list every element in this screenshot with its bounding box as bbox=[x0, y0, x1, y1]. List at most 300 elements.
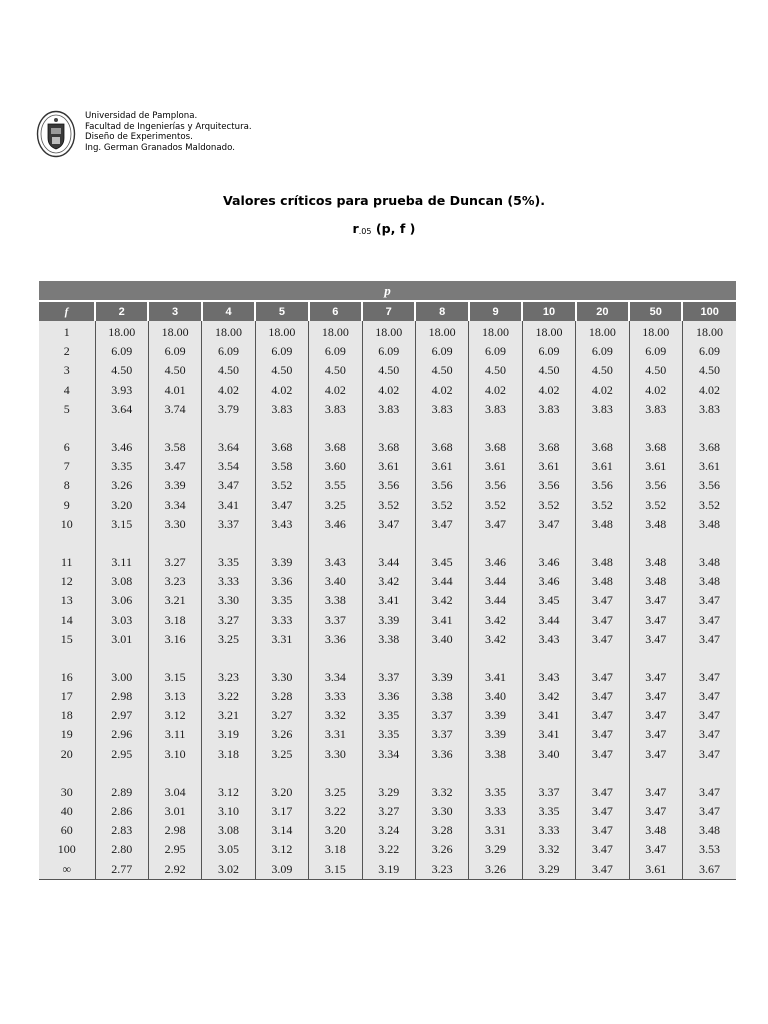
critical-value-cell: 3.47 bbox=[148, 457, 201, 476]
critical-value-cell: 3.39 bbox=[469, 725, 522, 744]
critical-value-cell: 6.09 bbox=[148, 342, 201, 361]
critical-value-cell: 3.48 bbox=[629, 515, 682, 534]
critical-value-cell: 4.02 bbox=[629, 381, 682, 400]
critical-value-cell: 3.47 bbox=[522, 515, 575, 534]
critical-value-cell: 3.35 bbox=[202, 553, 255, 572]
critical-value-cell: 3.56 bbox=[469, 476, 522, 495]
critical-value-cell: 3.47 bbox=[682, 783, 736, 802]
spacer-cell bbox=[309, 764, 362, 783]
spacer-cell bbox=[629, 534, 682, 553]
critical-value-cell: 3.68 bbox=[362, 438, 415, 457]
critical-value-cell: 4.02 bbox=[576, 381, 629, 400]
critical-value-cell: 3.41 bbox=[522, 725, 575, 744]
spacer-cell bbox=[255, 649, 308, 668]
critical-value-cell: 3.15 bbox=[95, 515, 148, 534]
critical-value-cell: 4.01 bbox=[148, 381, 201, 400]
critical-value-cell: 3.83 bbox=[629, 400, 682, 419]
critical-value-cell: 3.47 bbox=[576, 802, 629, 821]
degrees-of-freedom-cell: 30 bbox=[39, 783, 95, 802]
critical-value-cell: 3.47 bbox=[629, 668, 682, 687]
table-row bbox=[39, 515, 736, 534]
critical-value-cell: 2.80 bbox=[95, 840, 148, 859]
critical-value-cell: 3.44 bbox=[522, 610, 575, 629]
critical-value-cell: 3.22 bbox=[362, 840, 415, 859]
critical-value-cell: 2.86 bbox=[95, 802, 148, 821]
critical-value-cell: 6.09 bbox=[576, 342, 629, 361]
critical-value-cell: 3.47 bbox=[629, 630, 682, 649]
column-header-p: 4 bbox=[202, 302, 255, 321]
spacer-cell bbox=[255, 419, 308, 438]
critical-value-cell: 3.68 bbox=[629, 438, 682, 457]
spacer-cell bbox=[202, 534, 255, 553]
table-row bbox=[39, 591, 736, 610]
critical-value-cell: 3.41 bbox=[362, 591, 415, 610]
critical-value-cell: 3.34 bbox=[309, 668, 362, 687]
spacer-cell bbox=[39, 649, 95, 668]
spacer-cell bbox=[415, 649, 468, 668]
degrees-of-freedom-cell: 6 bbox=[39, 438, 95, 457]
critical-value-cell: 3.47 bbox=[576, 783, 629, 802]
spacer-cell bbox=[95, 649, 148, 668]
spacer-cell bbox=[95, 534, 148, 553]
critical-value-cell: 3.52 bbox=[522, 496, 575, 515]
critical-value-cell: 3.47 bbox=[469, 515, 522, 534]
subtitle-subscript: .05 bbox=[358, 227, 372, 236]
page-subtitle bbox=[0, 221, 768, 236]
critical-value-cell: 3.52 bbox=[629, 496, 682, 515]
critical-value-cell: 3.43 bbox=[522, 668, 575, 687]
critical-value-cell: 3.56 bbox=[522, 476, 575, 495]
table-row bbox=[39, 342, 736, 361]
critical-value-cell: 3.12 bbox=[255, 840, 308, 859]
column-header-p: 50 bbox=[629, 302, 682, 321]
critical-value-cell: 3.08 bbox=[202, 821, 255, 840]
column-header-p: 5 bbox=[255, 302, 308, 321]
critical-value-cell: 3.61 bbox=[522, 457, 575, 476]
critical-value-cell: 3.08 bbox=[95, 572, 148, 591]
critical-value-cell: 3.44 bbox=[469, 572, 522, 591]
faculty-name: Facultad de Ingenierías y Arquitectura. bbox=[85, 121, 252, 132]
spacer-cell bbox=[362, 419, 415, 438]
critical-value-cell: 3.42 bbox=[522, 687, 575, 706]
critical-value-cell: 3.52 bbox=[415, 496, 468, 515]
critical-value-cell: 3.60 bbox=[309, 457, 362, 476]
course-name: Diseño de Experimentos. bbox=[85, 132, 193, 143]
spacer-cell bbox=[576, 419, 629, 438]
critical-value-cell: 3.29 bbox=[362, 783, 415, 802]
critical-value-cell: 3.48 bbox=[576, 553, 629, 572]
critical-value-cell: 4.50 bbox=[522, 361, 575, 380]
critical-value-cell: 3.33 bbox=[202, 572, 255, 591]
table-row bbox=[39, 381, 736, 400]
table-row bbox=[39, 476, 736, 495]
table-row bbox=[39, 572, 736, 591]
critical-value-cell: 6.09 bbox=[469, 342, 522, 361]
spacer-cell bbox=[629, 649, 682, 668]
critical-value-cell: 3.47 bbox=[682, 630, 736, 649]
critical-value-cell: 3.68 bbox=[255, 438, 308, 457]
critical-value-cell: 3.46 bbox=[95, 438, 148, 457]
critical-value-cell: 6.09 bbox=[309, 342, 362, 361]
spacer-cell bbox=[682, 534, 736, 553]
critical-value-cell: 3.43 bbox=[309, 553, 362, 572]
critical-value-cell: 3.61 bbox=[469, 457, 522, 476]
critical-value-cell: 3.34 bbox=[148, 496, 201, 515]
university-seal-icon bbox=[36, 110, 76, 158]
spacer-cell bbox=[255, 534, 308, 553]
critical-value-cell: 3.28 bbox=[415, 821, 468, 840]
spacer-cell bbox=[309, 649, 362, 668]
column-header-p: 3 bbox=[148, 302, 201, 321]
critical-value-cell: 3.47 bbox=[629, 591, 682, 610]
critical-value-cell: 3.15 bbox=[309, 860, 362, 880]
critical-value-cell: 3.11 bbox=[95, 553, 148, 572]
spacer-cell bbox=[522, 764, 575, 783]
critical-value-cell: 3.74 bbox=[148, 400, 201, 419]
critical-value-cell: 3.30 bbox=[415, 802, 468, 821]
critical-value-cell: 3.47 bbox=[576, 630, 629, 649]
spacer-cell bbox=[469, 764, 522, 783]
critical-value-cell: 3.56 bbox=[576, 476, 629, 495]
critical-value-cell: 2.89 bbox=[95, 783, 148, 802]
spacer-cell bbox=[469, 649, 522, 668]
spacer-cell bbox=[202, 764, 255, 783]
critical-value-cell: 18.00 bbox=[362, 321, 415, 342]
critical-value-cell: 4.02 bbox=[202, 381, 255, 400]
degrees-of-freedom-cell: 13 bbox=[39, 591, 95, 610]
critical-value-cell: 3.24 bbox=[362, 821, 415, 840]
table-row bbox=[39, 438, 736, 457]
critical-value-cell: 3.47 bbox=[629, 706, 682, 725]
degrees-of-freedom-cell: 15 bbox=[39, 630, 95, 649]
column-header-p: 10 bbox=[522, 302, 575, 321]
critical-value-cell: 2.83 bbox=[95, 821, 148, 840]
table-row bbox=[39, 745, 736, 764]
critical-value-cell: 3.93 bbox=[95, 381, 148, 400]
critical-value-cell: 3.46 bbox=[522, 553, 575, 572]
critical-value-cell: 3.36 bbox=[255, 572, 308, 591]
critical-value-cell: 4.50 bbox=[629, 361, 682, 380]
critical-value-cell: 3.48 bbox=[682, 515, 736, 534]
critical-value-cell: 3.83 bbox=[682, 400, 736, 419]
critical-value-cell: 3.41 bbox=[469, 668, 522, 687]
critical-value-cell: 3.47 bbox=[576, 610, 629, 629]
critical-value-cell: 4.02 bbox=[415, 381, 468, 400]
critical-value-cell: 3.25 bbox=[202, 630, 255, 649]
critical-value-cell: 3.05 bbox=[202, 840, 255, 859]
critical-value-cell: 3.25 bbox=[309, 496, 362, 515]
spacer-cell bbox=[415, 419, 468, 438]
critical-value-cell: 3.83 bbox=[415, 400, 468, 419]
critical-value-cell: 3.20 bbox=[309, 821, 362, 840]
critical-value-cell: 3.52 bbox=[362, 496, 415, 515]
critical-value-cell: 6.09 bbox=[255, 342, 308, 361]
critical-value-cell: 3.12 bbox=[202, 783, 255, 802]
critical-value-cell: 18.00 bbox=[309, 321, 362, 342]
table-row bbox=[39, 860, 736, 880]
critical-value-cell: 2.97 bbox=[95, 706, 148, 725]
critical-value-cell: 3.47 bbox=[576, 706, 629, 725]
degrees-of-freedom-cell: 20 bbox=[39, 745, 95, 764]
critical-value-cell: 3.52 bbox=[682, 496, 736, 515]
critical-value-cell: 3.27 bbox=[362, 802, 415, 821]
critical-value-cell: 3.61 bbox=[362, 457, 415, 476]
table-row bbox=[39, 553, 736, 572]
critical-value-cell: 3.47 bbox=[576, 745, 629, 764]
critical-value-cell: 3.45 bbox=[415, 553, 468, 572]
critical-value-cell: 2.95 bbox=[148, 840, 201, 859]
critical-value-cell: 3.01 bbox=[95, 630, 148, 649]
subtitle-params: (p, f ) bbox=[371, 221, 416, 236]
critical-value-cell: 3.42 bbox=[469, 610, 522, 629]
critical-value-cell: 3.56 bbox=[415, 476, 468, 495]
critical-value-cell: 3.33 bbox=[309, 687, 362, 706]
degrees-of-freedom-cell: 7 bbox=[39, 457, 95, 476]
critical-value-cell: 3.48 bbox=[629, 821, 682, 840]
critical-value-cell: 3.36 bbox=[309, 630, 362, 649]
critical-value-cell: 3.83 bbox=[522, 400, 575, 419]
institution-info bbox=[85, 111, 252, 153]
critical-value-cell: 3.43 bbox=[255, 515, 308, 534]
critical-value-cell: 3.22 bbox=[202, 687, 255, 706]
critical-value-cell: 18.00 bbox=[202, 321, 255, 342]
critical-value-cell: 18.00 bbox=[255, 321, 308, 342]
critical-value-cell: 3.23 bbox=[202, 668, 255, 687]
critical-value-cell: 3.00 bbox=[95, 668, 148, 687]
critical-value-cell: 2.98 bbox=[148, 821, 201, 840]
critical-value-cell: 3.41 bbox=[522, 706, 575, 725]
instructor-name: Ing. German Granados Maldonado. bbox=[85, 142, 235, 153]
critical-value-cell: 3.09 bbox=[255, 860, 308, 880]
spacer-cell bbox=[95, 764, 148, 783]
critical-value-cell: 3.48 bbox=[629, 572, 682, 591]
critical-value-cell: 3.19 bbox=[362, 860, 415, 880]
critical-value-cell: 3.04 bbox=[148, 783, 201, 802]
critical-value-cell: 3.61 bbox=[415, 457, 468, 476]
critical-value-cell: 18.00 bbox=[95, 321, 148, 342]
critical-value-cell: 3.33 bbox=[255, 610, 308, 629]
spacer-cell bbox=[682, 764, 736, 783]
critical-value-cell: 3.39 bbox=[362, 610, 415, 629]
critical-value-cell: 4.50 bbox=[309, 361, 362, 380]
table-header-row bbox=[39, 302, 736, 321]
critical-value-cell: 3.47 bbox=[629, 783, 682, 802]
critical-value-cell: 3.31 bbox=[469, 821, 522, 840]
spacer-cell bbox=[202, 419, 255, 438]
table-row bbox=[39, 725, 736, 744]
critical-value-cell: 3.37 bbox=[415, 706, 468, 725]
critical-value-cell: 3.47 bbox=[576, 668, 629, 687]
spacer-cell bbox=[469, 419, 522, 438]
spacer-cell bbox=[202, 649, 255, 668]
critical-value-cell: 3.37 bbox=[362, 668, 415, 687]
subtitle-r: r bbox=[352, 221, 359, 236]
critical-value-cell: 3.56 bbox=[362, 476, 415, 495]
critical-value-cell: 3.46 bbox=[522, 572, 575, 591]
spacer-cell bbox=[255, 764, 308, 783]
critical-value-cell: 3.56 bbox=[682, 476, 736, 495]
critical-value-cell: 4.02 bbox=[255, 381, 308, 400]
critical-value-cell: 3.40 bbox=[415, 630, 468, 649]
critical-value-cell: 6.09 bbox=[95, 342, 148, 361]
critical-value-cell: 3.38 bbox=[309, 591, 362, 610]
degrees-of-freedom-cell: 8 bbox=[39, 476, 95, 495]
critical-value-cell: 4.50 bbox=[469, 361, 522, 380]
critical-value-cell: 3.47 bbox=[629, 840, 682, 859]
table-row bbox=[39, 668, 736, 687]
p-group-header: p bbox=[39, 281, 736, 302]
critical-value-cell: 3.03 bbox=[95, 610, 148, 629]
critical-value-cell: 3.25 bbox=[255, 745, 308, 764]
critical-value-cell: 3.45 bbox=[522, 591, 575, 610]
spacer-cell bbox=[415, 764, 468, 783]
degrees-of-freedom-cell: 14 bbox=[39, 610, 95, 629]
critical-value-cell: 2.77 bbox=[95, 860, 148, 880]
critical-value-cell: 3.83 bbox=[576, 400, 629, 419]
critical-value-cell: 3.47 bbox=[629, 610, 682, 629]
critical-value-cell: 3.47 bbox=[682, 706, 736, 725]
critical-value-cell: 4.50 bbox=[202, 361, 255, 380]
critical-value-cell: 3.10 bbox=[202, 802, 255, 821]
critical-value-cell: 6.09 bbox=[202, 342, 255, 361]
critical-value-cell: 18.00 bbox=[522, 321, 575, 342]
spacer-cell bbox=[522, 419, 575, 438]
critical-value-cell: 3.68 bbox=[522, 438, 575, 457]
critical-value-cell: 3.83 bbox=[309, 400, 362, 419]
group-spacer-row bbox=[39, 649, 736, 668]
column-header-p: 7 bbox=[362, 302, 415, 321]
degrees-of-freedom-cell: 2 bbox=[39, 342, 95, 361]
critical-value-cell: 3.47 bbox=[682, 610, 736, 629]
critical-value-cell: 3.47 bbox=[576, 725, 629, 744]
critical-value-cell: 3.35 bbox=[362, 725, 415, 744]
group-spacer-row bbox=[39, 419, 736, 438]
table-row bbox=[39, 610, 736, 629]
critical-value-cell: 3.40 bbox=[309, 572, 362, 591]
critical-value-cell: 6.09 bbox=[522, 342, 575, 361]
critical-value-cell: 3.20 bbox=[95, 496, 148, 515]
critical-value-cell: 3.67 bbox=[682, 860, 736, 880]
critical-value-cell: 3.18 bbox=[202, 745, 255, 764]
group-spacer-row bbox=[39, 534, 736, 553]
critical-value-cell: 3.47 bbox=[682, 802, 736, 821]
critical-value-cell: 3.20 bbox=[255, 783, 308, 802]
critical-value-cell: 3.47 bbox=[682, 591, 736, 610]
degrees-of-freedom-cell: 40 bbox=[39, 802, 95, 821]
critical-value-cell: 4.50 bbox=[415, 361, 468, 380]
critical-value-cell: 3.42 bbox=[415, 591, 468, 610]
group-spacer-row bbox=[39, 764, 736, 783]
table-row bbox=[39, 400, 736, 419]
critical-value-cell: 4.02 bbox=[682, 381, 736, 400]
degrees-of-freedom-cell: ∞ bbox=[39, 860, 95, 880]
critical-value-cell: 3.47 bbox=[682, 725, 736, 744]
critical-value-cell: 3.48 bbox=[576, 572, 629, 591]
critical-value-cell: 3.48 bbox=[629, 553, 682, 572]
critical-value-cell: 3.47 bbox=[362, 515, 415, 534]
critical-value-cell: 3.47 bbox=[629, 725, 682, 744]
critical-value-cell: 3.27 bbox=[255, 706, 308, 725]
critical-value-cell: 3.30 bbox=[148, 515, 201, 534]
degrees-of-freedom-cell: 16 bbox=[39, 668, 95, 687]
table-row bbox=[39, 687, 736, 706]
critical-value-cell: 3.42 bbox=[362, 572, 415, 591]
critical-value-cell: 3.31 bbox=[309, 725, 362, 744]
degrees-of-freedom-cell: 18 bbox=[39, 706, 95, 725]
critical-value-cell: 3.37 bbox=[202, 515, 255, 534]
critical-value-cell: 3.31 bbox=[255, 630, 308, 649]
spacer-cell bbox=[682, 419, 736, 438]
critical-value-cell: 3.40 bbox=[522, 745, 575, 764]
spacer-cell bbox=[629, 419, 682, 438]
critical-value-cell: 3.46 bbox=[469, 553, 522, 572]
critical-value-cell: 3.39 bbox=[148, 476, 201, 495]
critical-value-cell: 3.47 bbox=[629, 802, 682, 821]
critical-value-cell: 3.39 bbox=[415, 668, 468, 687]
critical-value-cell: 3.58 bbox=[148, 438, 201, 457]
table-row bbox=[39, 361, 736, 380]
degrees-of-freedom-cell: 12 bbox=[39, 572, 95, 591]
critical-value-cell: 3.47 bbox=[576, 591, 629, 610]
critical-value-cell: 3.83 bbox=[362, 400, 415, 419]
critical-value-cell: 3.35 bbox=[362, 706, 415, 725]
critical-value-cell: 4.02 bbox=[522, 381, 575, 400]
spacer-cell bbox=[148, 764, 201, 783]
critical-value-cell: 3.47 bbox=[682, 687, 736, 706]
critical-value-cell: 3.29 bbox=[522, 860, 575, 880]
degrees-of-freedom-cell: 19 bbox=[39, 725, 95, 744]
critical-value-cell: 3.36 bbox=[415, 745, 468, 764]
critical-value-cell: 3.33 bbox=[469, 802, 522, 821]
critical-value-cell: 6.09 bbox=[415, 342, 468, 361]
critical-value-cell: 3.61 bbox=[576, 457, 629, 476]
spacer-cell bbox=[95, 419, 148, 438]
table-row bbox=[39, 496, 736, 515]
critical-value-cell: 3.68 bbox=[469, 438, 522, 457]
university-name: Universidad de Pamplona. bbox=[85, 111, 198, 121]
spacer-cell bbox=[576, 534, 629, 553]
critical-value-cell: 3.56 bbox=[629, 476, 682, 495]
critical-value-cell: 3.38 bbox=[362, 630, 415, 649]
degrees-of-freedom-cell: 17 bbox=[39, 687, 95, 706]
critical-value-cell: 2.98 bbox=[95, 687, 148, 706]
critical-value-cell: 6.09 bbox=[362, 342, 415, 361]
critical-value-cell: 3.33 bbox=[522, 821, 575, 840]
critical-value-cell: 3.52 bbox=[469, 496, 522, 515]
critical-value-cell: 3.14 bbox=[255, 821, 308, 840]
critical-value-cell: 4.02 bbox=[362, 381, 415, 400]
critical-value-cell: 3.47 bbox=[576, 687, 629, 706]
critical-value-cell: 3.58 bbox=[255, 457, 308, 476]
spacer-cell bbox=[576, 649, 629, 668]
critical-value-cell: 3.37 bbox=[309, 610, 362, 629]
critical-value-cell: 3.68 bbox=[576, 438, 629, 457]
critical-value-cell: 4.02 bbox=[469, 381, 522, 400]
critical-value-cell: 3.21 bbox=[202, 706, 255, 725]
degrees-of-freedom-cell: 60 bbox=[39, 821, 95, 840]
critical-value-cell: 3.18 bbox=[309, 840, 362, 859]
critical-value-cell: 3.32 bbox=[415, 783, 468, 802]
critical-value-cell: 3.35 bbox=[95, 457, 148, 476]
critical-value-cell: 3.30 bbox=[255, 668, 308, 687]
critical-value-cell: 3.37 bbox=[522, 783, 575, 802]
critical-value-cell: 18.00 bbox=[629, 321, 682, 342]
page-title: Valores críticos para prueba de Duncan (5%). bbox=[222, 193, 546, 208]
column-header-p: 8 bbox=[415, 302, 468, 321]
critical-value-cell: 3.61 bbox=[682, 457, 736, 476]
critical-value-cell: 18.00 bbox=[148, 321, 201, 342]
critical-value-cell: 3.68 bbox=[309, 438, 362, 457]
